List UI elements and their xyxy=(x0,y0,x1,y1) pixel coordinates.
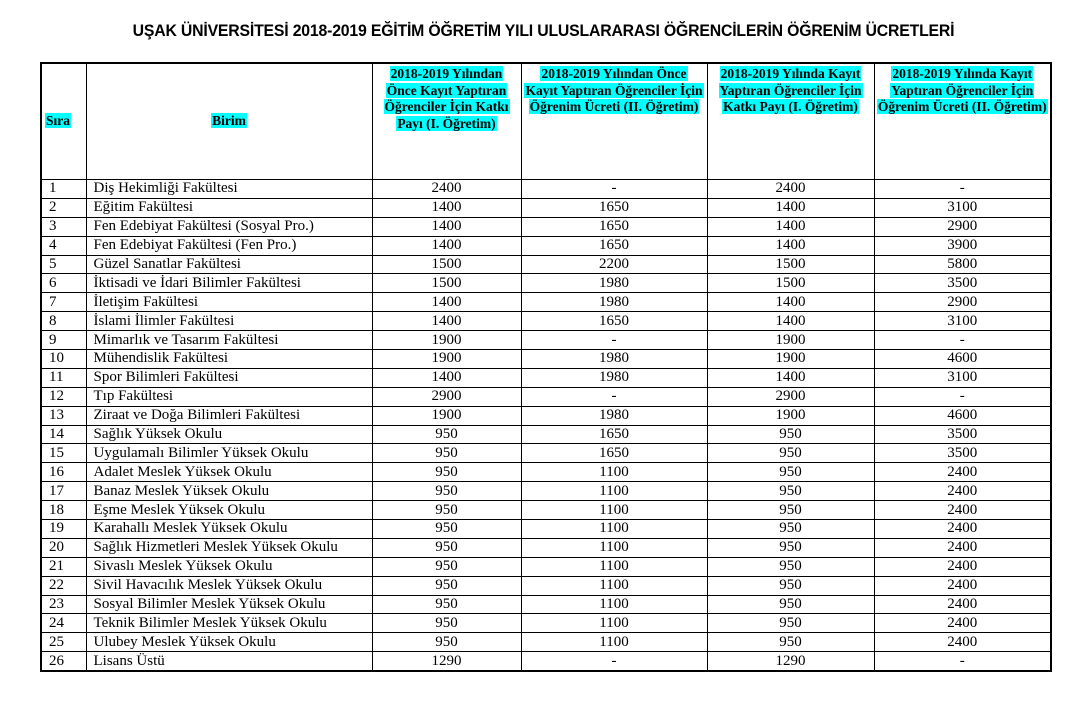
unit-name-cell: Lisans Üstü xyxy=(86,652,372,671)
unit-name-cell: Tıp Fakültesi xyxy=(86,387,372,406)
unit-name-cell: Sosyal Bilimler Meslek Yüksek Okulu xyxy=(86,595,372,614)
fee-value-cell: 1500 xyxy=(707,274,874,293)
fee-value-cell: 950 xyxy=(707,557,874,576)
fee-value-cell: - xyxy=(521,387,707,406)
row-number-cell: 3 xyxy=(41,217,86,236)
table-row xyxy=(41,482,1051,501)
fee-value-cell: 950 xyxy=(707,576,874,595)
fee-value-cell: 1400 xyxy=(372,236,521,255)
unit-name-cell: Eşme Meslek Yüksek Okulu xyxy=(86,501,372,520)
table-row xyxy=(41,180,1051,199)
table-row xyxy=(41,614,1051,633)
fee-value-cell: 950 xyxy=(707,520,874,539)
fee-value-cell: 4600 xyxy=(874,406,1051,425)
column-header-label: 2018-2019 Yılında Kayıt Yaptıran Öğrenciler İçin Katkı Payı (I. Öğretim) xyxy=(719,66,862,115)
fee-value-cell: 1100 xyxy=(521,576,707,595)
table-row xyxy=(41,350,1051,369)
column-header-label: 2018-2019 Yılından Önce Kayıt Yaptıran Öğrenciler İçin Öğrenim Ücreti (II. Öğretim) xyxy=(525,66,703,115)
fee-value-cell: 950 xyxy=(707,482,874,501)
table-row xyxy=(41,236,1051,255)
row-number-cell: 18 xyxy=(41,501,86,520)
fee-value-cell: 2400 xyxy=(874,520,1051,539)
fee-value-cell: 1500 xyxy=(372,255,521,274)
fee-value-cell: 1290 xyxy=(372,652,521,671)
unit-name-cell: Banaz Meslek Yüksek Okulu xyxy=(86,482,372,501)
fee-value-cell: 1400 xyxy=(707,217,874,236)
table-row xyxy=(41,198,1051,217)
table-row xyxy=(41,387,1051,406)
fee-value-cell: 3500 xyxy=(874,274,1051,293)
row-number-cell: 19 xyxy=(41,520,86,539)
fee-value-cell: 1100 xyxy=(521,520,707,539)
fee-value-cell: 950 xyxy=(707,463,874,482)
fee-value-cell: 1400 xyxy=(372,368,521,387)
fee-value-cell: 1500 xyxy=(372,274,521,293)
fee-value-cell: 1980 xyxy=(521,274,707,293)
fee-value-cell: 950 xyxy=(372,576,521,595)
unit-name-cell: Eğitim Fakültesi xyxy=(86,198,372,217)
fee-value-cell: 1980 xyxy=(521,293,707,312)
fee-value-cell: 1100 xyxy=(521,463,707,482)
unit-name-cell: Mimarlık ve Tasarım Fakültesi xyxy=(86,331,372,350)
fee-value-cell: 1650 xyxy=(521,198,707,217)
row-number-cell: 14 xyxy=(41,425,86,444)
fee-value-cell: 1650 xyxy=(521,444,707,463)
row-number-cell: 11 xyxy=(41,368,86,387)
fee-value-cell: 950 xyxy=(372,444,521,463)
column-header-label: 2018-2019 Yılından Önce Kayıt Yaptıran Öğrenciler İçin Katkı Payı (I. Öğretim) xyxy=(384,66,509,131)
fee-value-cell: 1100 xyxy=(521,614,707,633)
row-number-cell: 17 xyxy=(41,482,86,501)
fee-value-cell: 1100 xyxy=(521,633,707,652)
fee-value-cell: 1100 xyxy=(521,538,707,557)
fee-value-cell: 3100 xyxy=(874,198,1051,217)
fee-value-cell: 2400 xyxy=(874,463,1051,482)
fee-value-cell: 2900 xyxy=(372,387,521,406)
unit-name-cell: İletişim Fakültesi xyxy=(86,293,372,312)
fee-value-cell: 1650 xyxy=(521,236,707,255)
table-row xyxy=(41,652,1051,671)
table-header xyxy=(41,63,1051,180)
fee-value-cell: 950 xyxy=(372,614,521,633)
fee-value-cell: 1900 xyxy=(707,331,874,350)
row-number-cell: 12 xyxy=(41,387,86,406)
table-row xyxy=(41,633,1051,652)
fee-value-cell: 2400 xyxy=(874,595,1051,614)
fee-value-cell: 2200 xyxy=(521,255,707,274)
fee-value-cell: 950 xyxy=(372,482,521,501)
fee-value-cell: 1980 xyxy=(521,350,707,369)
fee-value-cell: 950 xyxy=(372,595,521,614)
fee-value-cell: - xyxy=(874,180,1051,199)
fee-value-cell: 1900 xyxy=(707,350,874,369)
fee-value-cell: 4600 xyxy=(874,350,1051,369)
fee-value-cell: 950 xyxy=(707,425,874,444)
fee-value-cell: 3100 xyxy=(874,368,1051,387)
unit-name-cell: Fen Edebiyat Fakültesi (Fen Pro.) xyxy=(86,236,372,255)
fee-value-cell: 2900 xyxy=(874,217,1051,236)
table-row xyxy=(41,520,1051,539)
page-title: UŞAK ÜNİVERSİTESİ 2018-2019 EĞİTİM ÖĞRETİM YILI ULUSLARARASI ÖĞRENCİLERİN ÖĞRENİM ÜCRETLERİ xyxy=(132,21,955,40)
fee-value-cell: 950 xyxy=(707,444,874,463)
unit-name-cell: Sağlık Yüksek Okulu xyxy=(86,425,372,444)
fee-value-cell: 3500 xyxy=(874,425,1051,444)
fee-value-cell: 1650 xyxy=(521,312,707,331)
column-header-label: Sıra xyxy=(46,113,71,129)
column-header-4 xyxy=(707,63,874,180)
fee-value-cell: 1650 xyxy=(521,425,707,444)
fee-value-cell: 1400 xyxy=(372,217,521,236)
fee-value-cell: 1900 xyxy=(372,331,521,350)
fee-value-cell: 950 xyxy=(372,425,521,444)
fee-value-cell: 1980 xyxy=(521,368,707,387)
unit-name-cell: Karahallı Meslek Yüksek Okulu xyxy=(86,520,372,539)
unit-name-cell: Sivil Havacılık Meslek Yüksek Okulu xyxy=(86,576,372,595)
fee-value-cell: 2400 xyxy=(874,501,1051,520)
column-header-2 xyxy=(372,63,521,180)
row-number-cell: 5 xyxy=(41,255,86,274)
table-row xyxy=(41,444,1051,463)
unit-name-cell: İslami İlimler Fakültesi xyxy=(86,312,372,331)
table-row xyxy=(41,501,1051,520)
unit-name-cell: Adalet Meslek Yüksek Okulu xyxy=(86,463,372,482)
table-row xyxy=(41,406,1051,425)
unit-name-cell: Sivaslı Meslek Yüksek Okulu xyxy=(86,557,372,576)
unit-name-cell: Diş Hekimliği Fakültesi xyxy=(86,180,372,199)
table-row xyxy=(41,255,1051,274)
fee-value-cell: 2900 xyxy=(707,387,874,406)
fee-value-cell: 1400 xyxy=(372,293,521,312)
row-number-cell: 20 xyxy=(41,538,86,557)
fee-value-cell: 950 xyxy=(707,633,874,652)
row-number-cell: 2 xyxy=(41,198,86,217)
column-header-1 xyxy=(86,63,372,180)
fee-value-cell: 950 xyxy=(372,463,521,482)
fee-value-cell: 950 xyxy=(372,501,521,520)
unit-name-cell: Teknik Bilimler Meslek Yüksek Okulu xyxy=(86,614,372,633)
fee-value-cell: 2400 xyxy=(874,557,1051,576)
table-row xyxy=(41,557,1051,576)
row-number-cell: 8 xyxy=(41,312,86,331)
unit-name-cell: Sağlık Hizmetleri Meslek Yüksek Okulu xyxy=(86,538,372,557)
column-header-5 xyxy=(874,63,1051,180)
fee-value-cell: 950 xyxy=(707,595,874,614)
fee-value-cell: 2400 xyxy=(874,633,1051,652)
column-header-label: 2018-2019 Yılında Kayıt Yaptıran Öğrenciler İçin Öğrenim Ücreti (II. Öğretim) xyxy=(877,66,1047,115)
unit-name-cell: Ziraat ve Doğa Bilimleri Fakültesi xyxy=(86,406,372,425)
column-header-label: Birim xyxy=(212,113,246,129)
fee-value-cell: 2400 xyxy=(372,180,521,199)
fee-value-cell: 1500 xyxy=(707,255,874,274)
fee-value-cell: - xyxy=(521,331,707,350)
table-body xyxy=(41,180,1051,672)
row-number-cell: 16 xyxy=(41,463,86,482)
table-row xyxy=(41,368,1051,387)
fee-value-cell: 2400 xyxy=(874,576,1051,595)
fee-value-cell: - xyxy=(874,331,1051,350)
fee-value-cell: 1900 xyxy=(372,350,521,369)
unit-name-cell: Spor Bilimleri Fakültesi xyxy=(86,368,372,387)
fee-value-cell: 1400 xyxy=(707,312,874,331)
unit-name-cell: Fen Edebiyat Fakültesi (Sosyal Pro.) xyxy=(86,217,372,236)
fee-value-cell: 950 xyxy=(707,538,874,557)
fee-value-cell: 950 xyxy=(372,557,521,576)
row-number-cell: 25 xyxy=(41,633,86,652)
unit-name-cell: Uygulamalı Bilimler Yüksek Okulu xyxy=(86,444,372,463)
fee-value-cell: 950 xyxy=(707,501,874,520)
fee-value-cell: 5800 xyxy=(874,255,1051,274)
table-row xyxy=(41,538,1051,557)
unit-name-cell: Mühendislik Fakültesi xyxy=(86,350,372,369)
fee-value-cell: 950 xyxy=(372,633,521,652)
fee-value-cell: 1900 xyxy=(372,406,521,425)
row-number-cell: 23 xyxy=(41,595,86,614)
unit-name-cell: İktisadi ve İdari Bilimler Fakültesi xyxy=(86,274,372,293)
row-number-cell: 7 xyxy=(41,293,86,312)
row-number-cell: 1 xyxy=(41,180,86,199)
fee-value-cell: 950 xyxy=(707,614,874,633)
fee-value-cell: - xyxy=(521,652,707,671)
table-row xyxy=(41,463,1051,482)
row-number-cell: 24 xyxy=(41,614,86,633)
fee-value-cell: - xyxy=(521,180,707,199)
table-row xyxy=(41,576,1051,595)
table-row xyxy=(41,312,1051,331)
table-row xyxy=(41,217,1051,236)
column-header-3 xyxy=(521,63,707,180)
table-row xyxy=(41,595,1051,614)
fee-value-cell: 1980 xyxy=(521,406,707,425)
table-row xyxy=(41,293,1051,312)
table-row xyxy=(41,425,1051,444)
row-number-cell: 13 xyxy=(41,406,86,425)
unit-name-cell: Güzel Sanatlar Fakültesi xyxy=(86,255,372,274)
row-number-cell: 4 xyxy=(41,236,86,255)
table-header-row xyxy=(41,63,1051,180)
fee-value-cell: 1900 xyxy=(707,406,874,425)
fee-value-cell: 3500 xyxy=(874,444,1051,463)
fee-value-cell: 950 xyxy=(372,520,521,539)
table-row xyxy=(41,331,1051,350)
fee-value-cell: 1290 xyxy=(707,652,874,671)
fee-value-cell: 3100 xyxy=(874,312,1051,331)
fee-value-cell: 1100 xyxy=(521,557,707,576)
row-number-cell: 26 xyxy=(41,652,86,671)
table-row xyxy=(41,274,1051,293)
fee-value-cell: 1400 xyxy=(372,312,521,331)
fee-value-cell: 1400 xyxy=(707,236,874,255)
row-number-cell: 21 xyxy=(41,557,86,576)
fee-value-cell: 950 xyxy=(372,538,521,557)
fee-value-cell: 1100 xyxy=(521,482,707,501)
fee-value-cell: 2400 xyxy=(874,538,1051,557)
fee-value-cell: 2400 xyxy=(707,180,874,199)
fee-value-cell: 1400 xyxy=(707,198,874,217)
row-number-cell: 9 xyxy=(41,331,86,350)
fee-value-cell: - xyxy=(874,652,1051,671)
fee-value-cell: 2400 xyxy=(874,614,1051,633)
fee-value-cell: 1650 xyxy=(521,217,707,236)
fee-value-cell: 1400 xyxy=(707,293,874,312)
fee-value-cell: 1100 xyxy=(521,501,707,520)
tuition-fees-table xyxy=(40,62,1052,672)
row-number-cell: 22 xyxy=(41,576,86,595)
row-number-cell: 15 xyxy=(41,444,86,463)
column-header-0 xyxy=(41,63,86,180)
fee-value-cell: - xyxy=(874,387,1051,406)
fee-value-cell: 1400 xyxy=(372,198,521,217)
fee-value-cell: 1100 xyxy=(521,595,707,614)
unit-name-cell: Ulubey Meslek Yüksek Okulu xyxy=(86,633,372,652)
row-number-cell: 10 xyxy=(41,350,86,369)
fee-value-cell: 1400 xyxy=(707,368,874,387)
fee-value-cell: 2400 xyxy=(874,482,1051,501)
row-number-cell: 6 xyxy=(41,274,86,293)
fee-value-cell: 3900 xyxy=(874,236,1051,255)
fee-value-cell: 2900 xyxy=(874,293,1051,312)
